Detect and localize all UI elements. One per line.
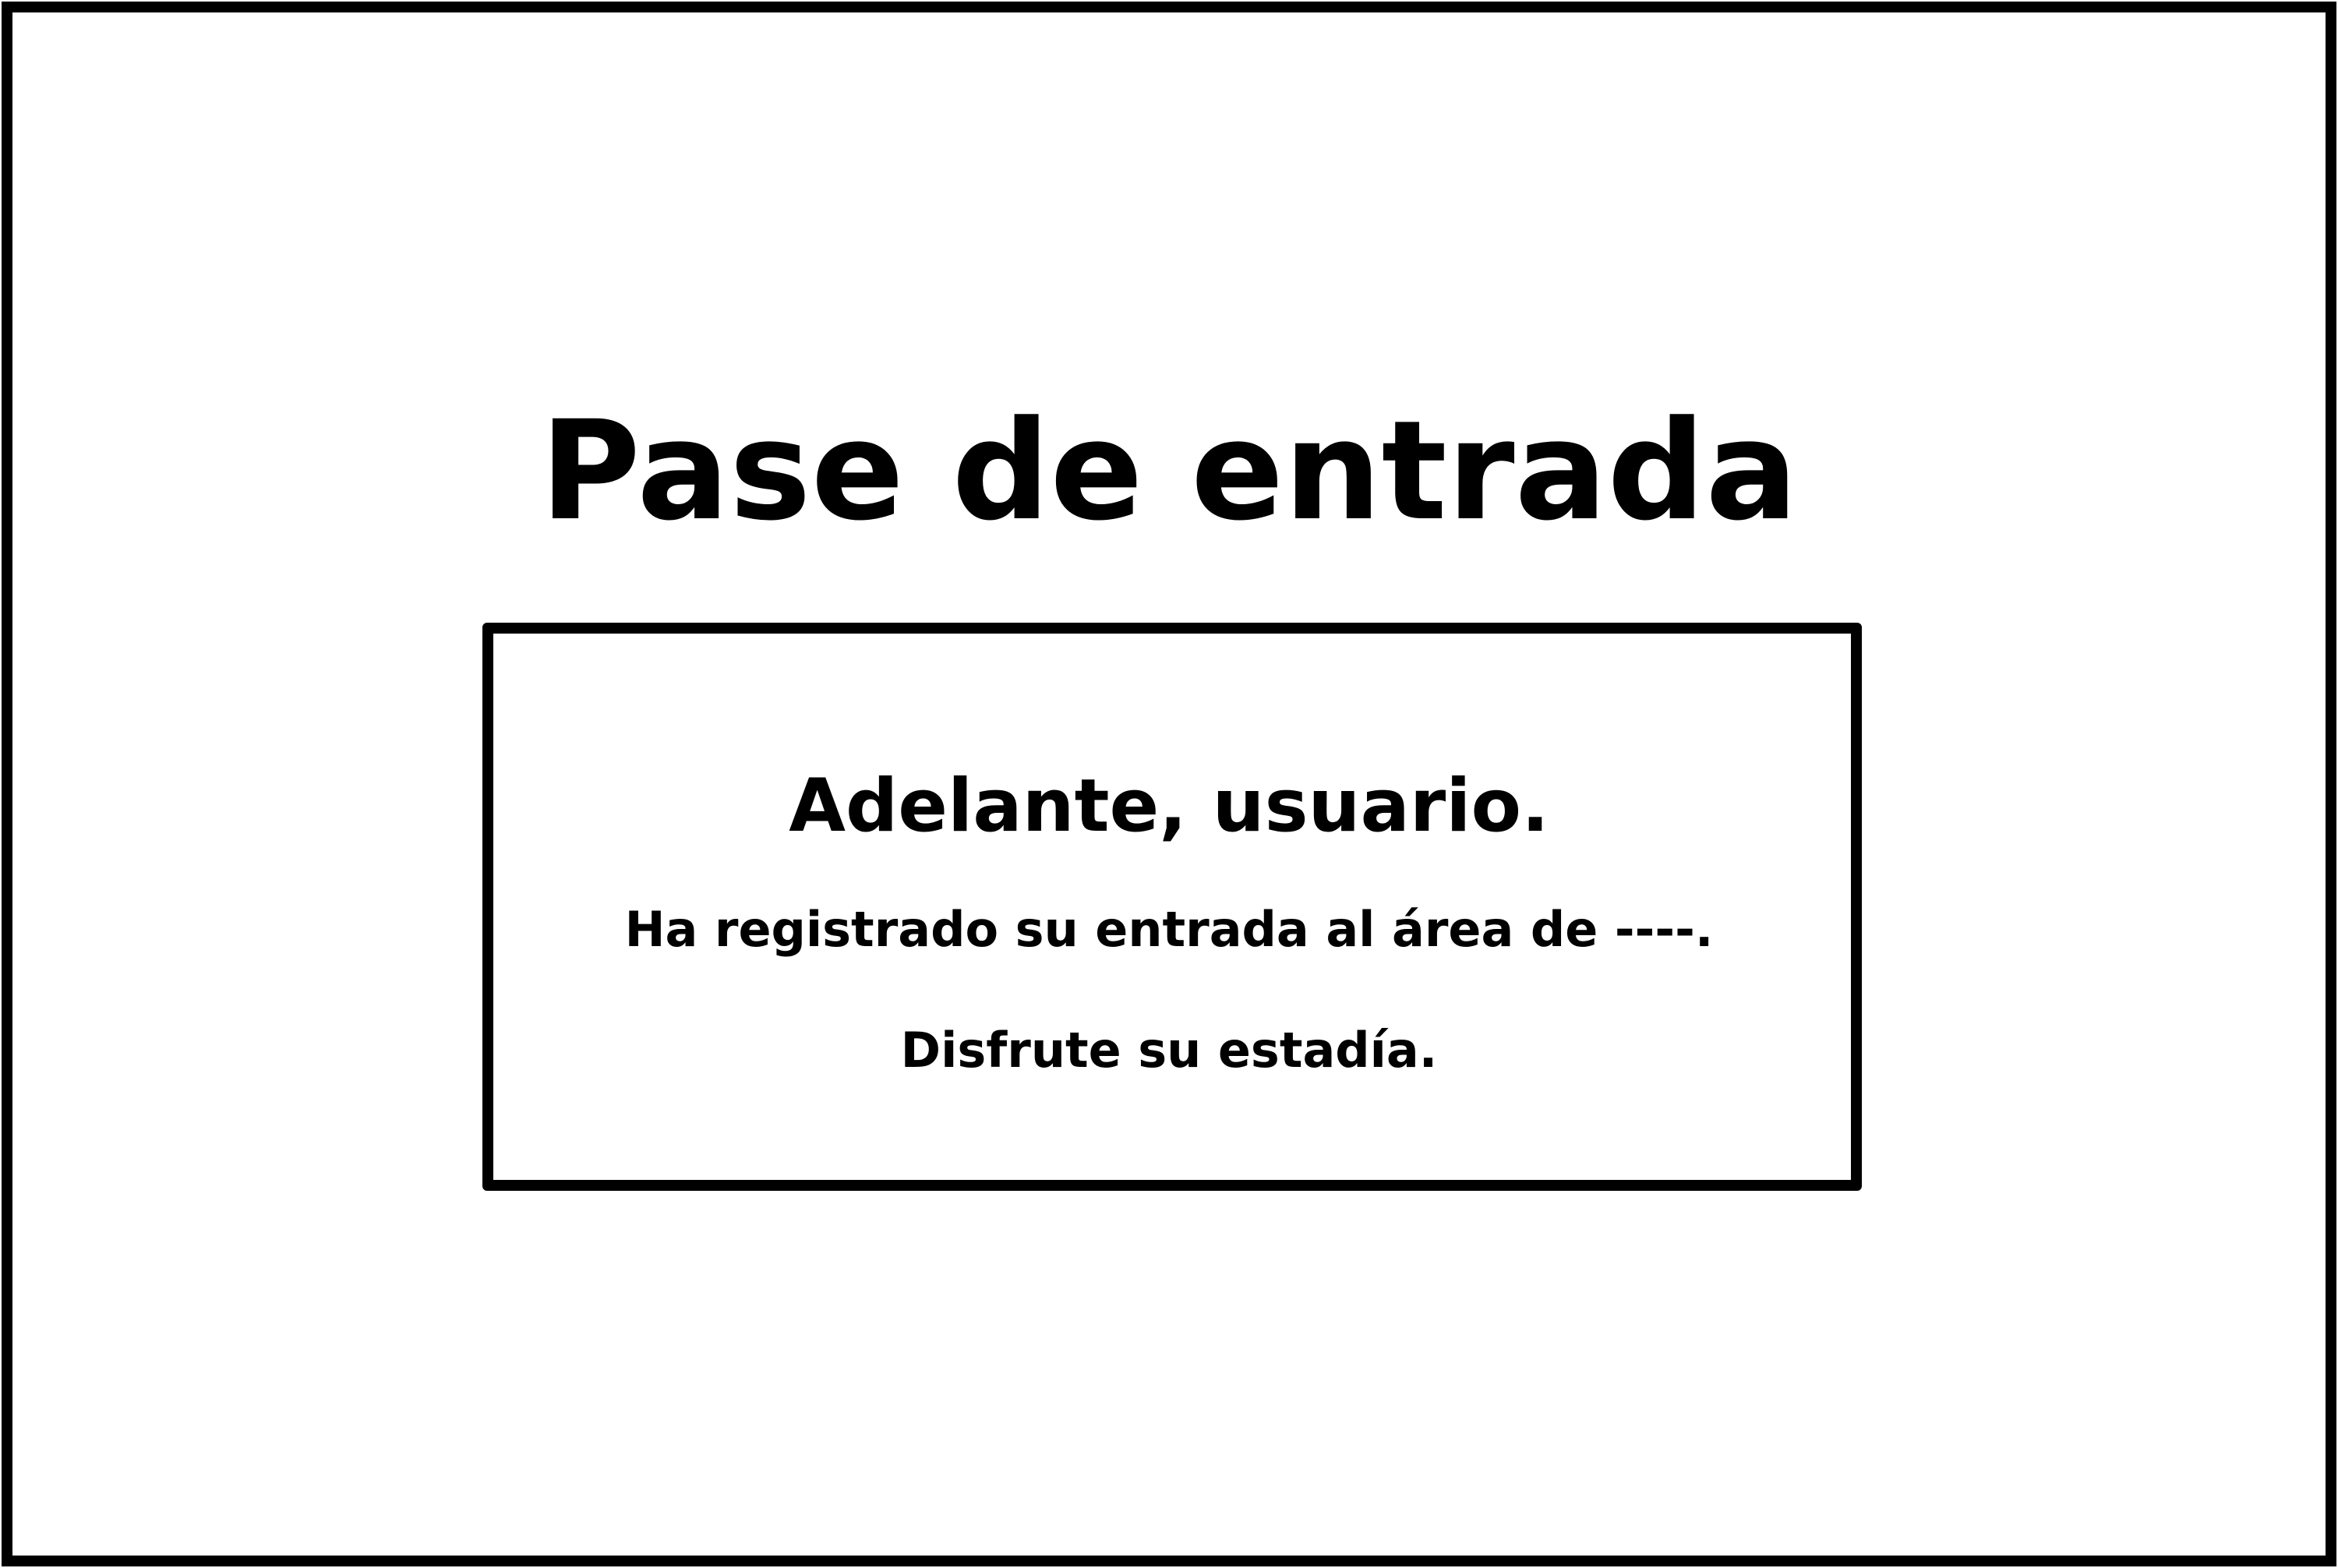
page-title: Pase de entrada — [539, 391, 1799, 551]
greeting-text: Adelante, usuario. — [789, 764, 1549, 849]
checkin-text: Ha registrado su entrada al área de ----. — [624, 901, 1714, 958]
enjoy-text: Disfrute su estadía. — [900, 1022, 1438, 1079]
